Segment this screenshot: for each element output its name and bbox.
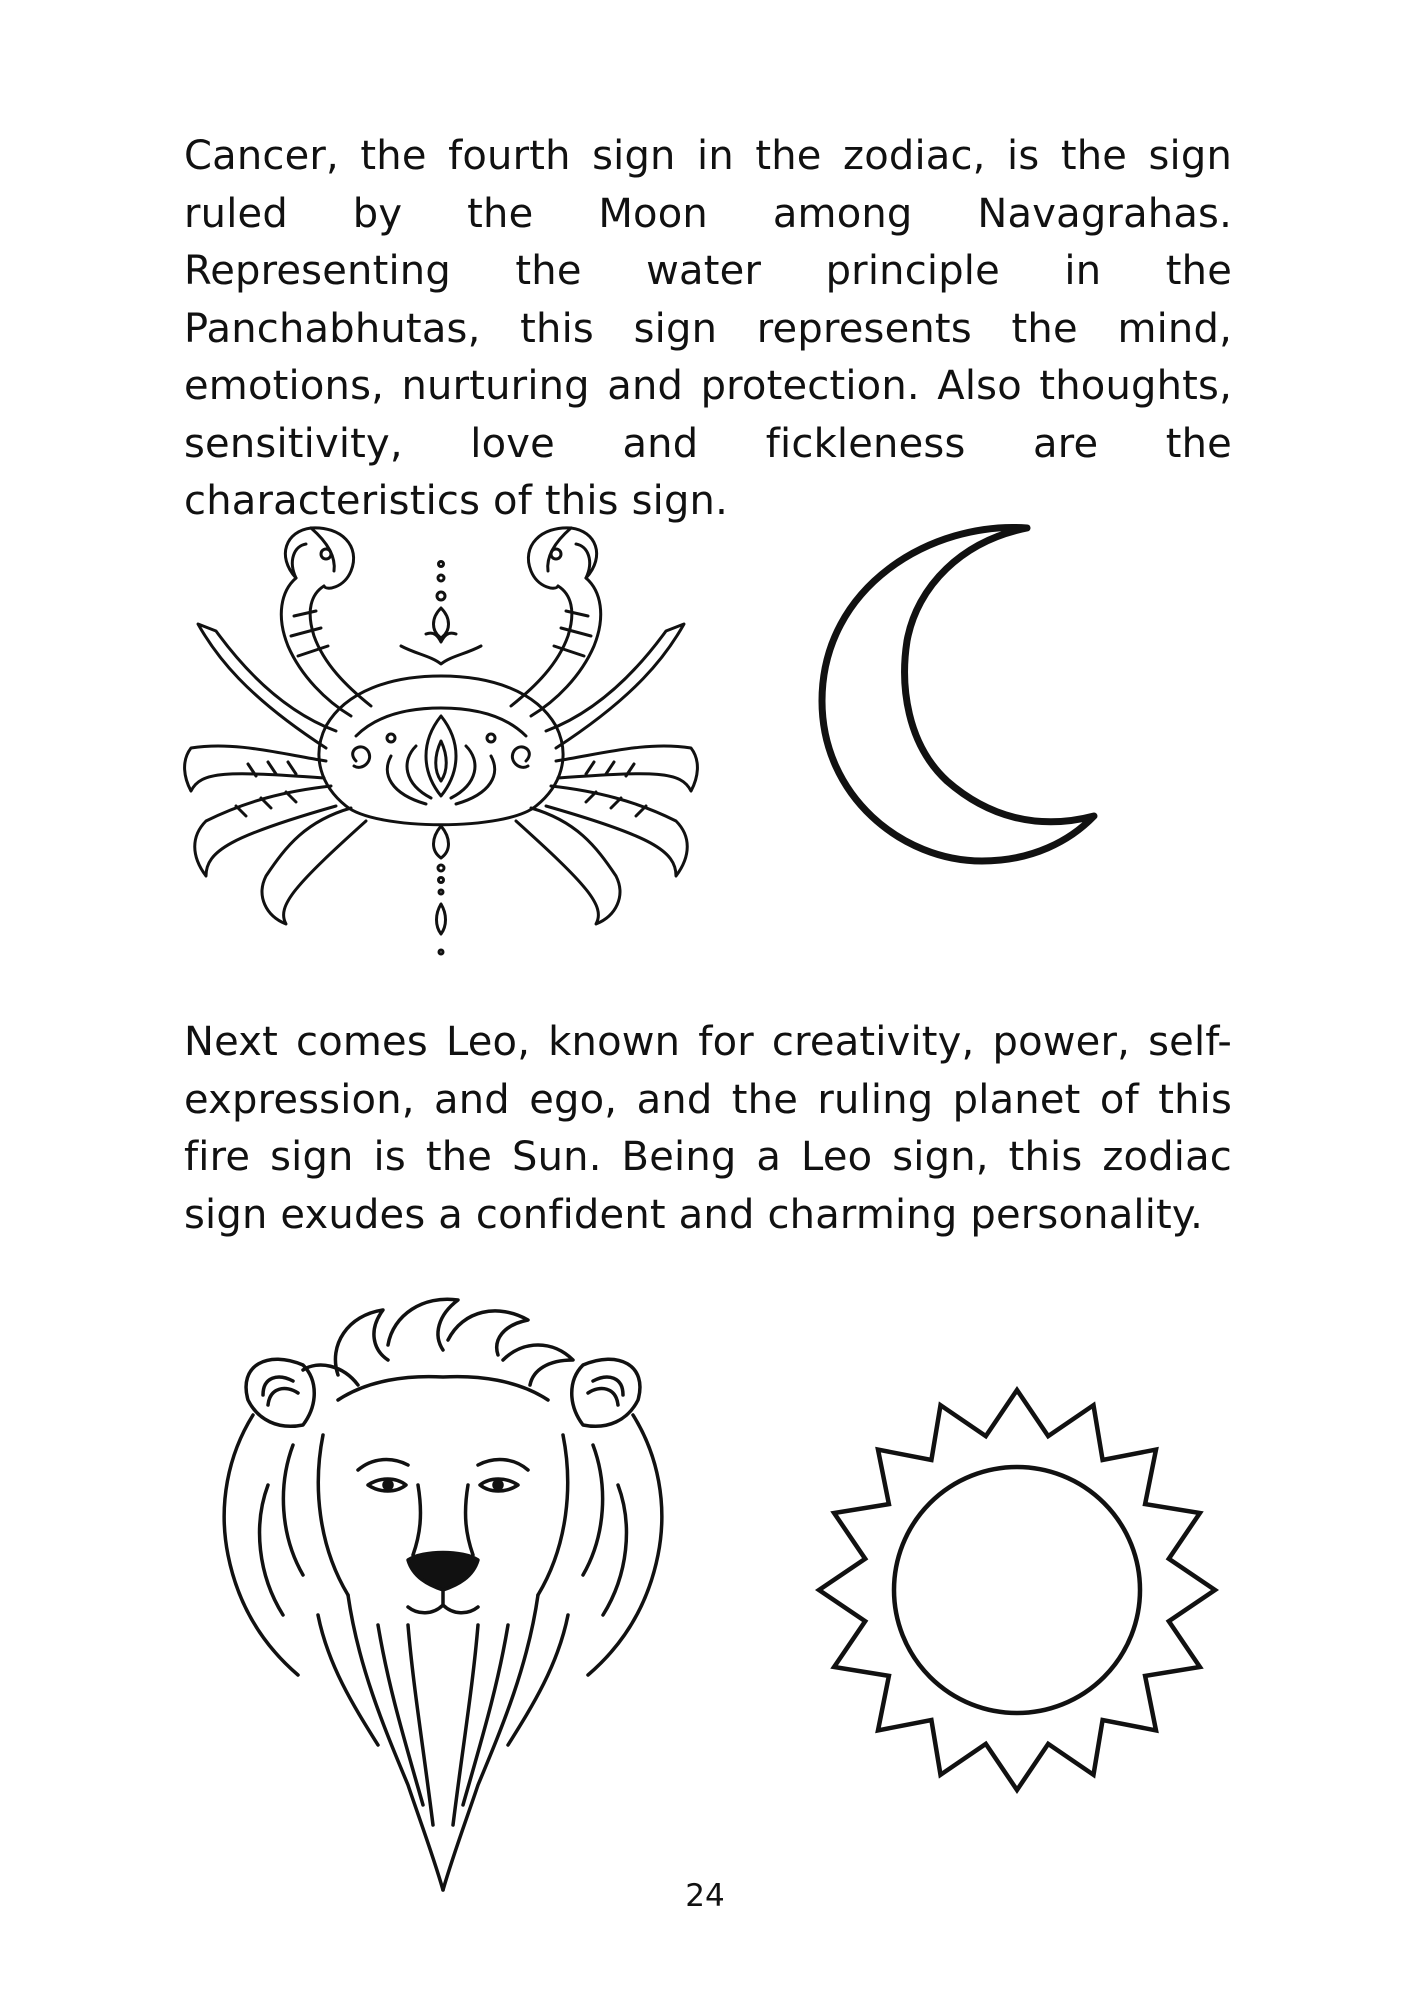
crab-illustration [176, 516, 706, 976]
cancer-description: Cancer, the fourth sign in the zodiac, is the sign ruled by the Moon among Navagrahas. Representing the water principle in the Panchabhutas, this sign represents the mind, emotions, nurturing and protection. Also thoughts, sensitivity, love and fickleness are the characteristics of this sign. [184, 133, 1232, 524]
crescent-moon-icon [812, 516, 1112, 866]
leo-description: Next comes Leo, known for creativity, power, self-expression, and ego, and the ruling planet of this fire sign is the Sun. Being a Leo sign, this zodiac sign exudes a confident and charming personality. [184, 1019, 1232, 1238]
lion-head-icon [208, 1285, 678, 1905]
lion-illustration [208, 1285, 678, 1905]
crab-icon [176, 516, 706, 976]
sun-illustration [812, 1385, 1222, 1795]
moon-illustration [812, 516, 1112, 866]
sun-icon [812, 1385, 1222, 1795]
page-number: 24 [685, 1878, 725, 1914]
